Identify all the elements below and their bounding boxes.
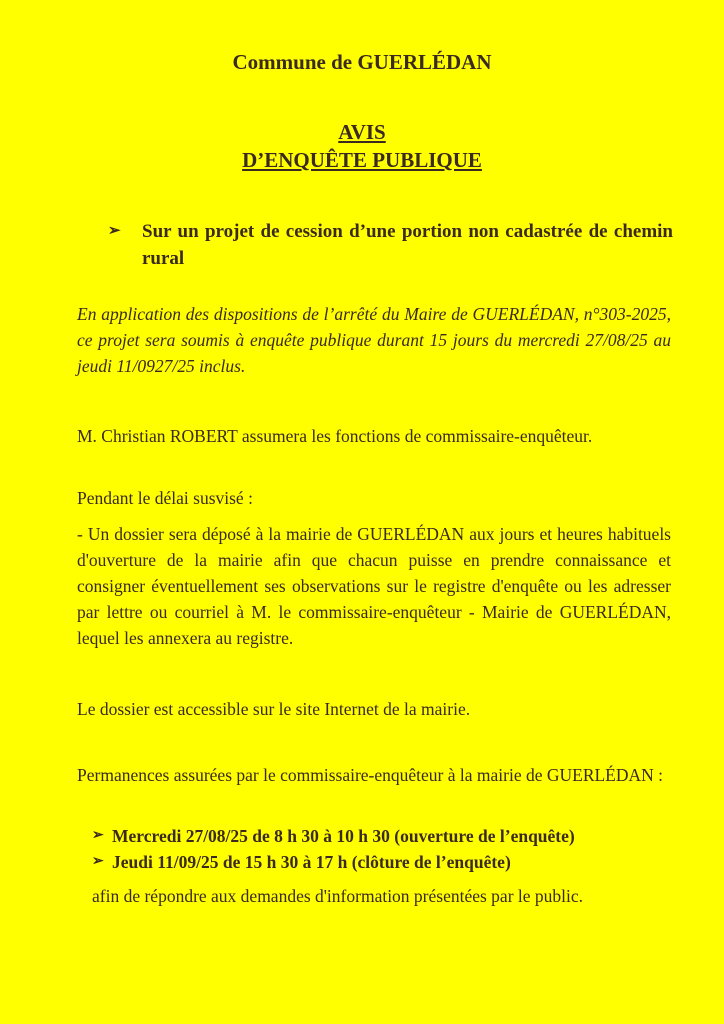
arrow-bullet-icon: ➢ xyxy=(92,854,104,869)
subject-item xyxy=(108,218,673,272)
permanences-intro: Permanences assurées par le commissaire-enquêteur à la mairie de GUERLÉDAN : xyxy=(77,765,664,785)
permanence-text: Jeudi 11/09/25 de 15 h 30 à 17 h (clôture de l’enquête) xyxy=(112,852,511,872)
delai-paragraph: Pendant le délai susvisé : xyxy=(77,488,253,508)
permanences-list xyxy=(92,823,692,875)
list-item xyxy=(92,823,692,849)
notice-title xyxy=(0,118,724,174)
arrow-bullet-icon: ➢ xyxy=(108,223,121,239)
commune-heading: Commune de GUERLÉDAN xyxy=(232,50,492,74)
list-item xyxy=(92,849,692,875)
commissaire-paragraph: M. Christian ROBERT assumera les fonctions de commissaire-enquêteur. xyxy=(77,426,593,446)
title-enquete-publique: D’ENQUÊTE PUBLIQUE xyxy=(242,148,482,172)
title-avis: AVIS xyxy=(338,120,386,144)
subject-text: Sur un projet de cession d’une portion non cadastrée de chemin rural xyxy=(142,221,673,269)
arrow-bullet-icon: ➢ xyxy=(92,828,104,843)
closing-paragraph: afin de répondre aux demandes d'information présentées par le public. xyxy=(92,886,584,906)
site-paragraph: Le dossier est accessible sur le site Internet de la mairie. xyxy=(77,699,471,719)
intro-paragraph: En application des dispositions de l’arrêté du Maire de GUERLÉDAN, n°303-2025, ce projet sera soumis à enquête publique durant 15 jours du mercredi 27/08/25 au jeudi 11/0927/25 inclus. xyxy=(77,304,671,376)
dossier-paragraph: - Un dossier sera déposé à la mairie de GUERLÉDAN aux jours et heures habituels d'ouverture de la mairie afin que chacun puisse en prendre connaissance et consigner éventuellement ses observations sur le registre d'enquête ou les adresser par lettre ou courriel à M. le commissaire-enquêteur - Mairie de GUERLÉDAN, lequel les annexera au registre. xyxy=(77,524,671,648)
permanence-text: Mercredi 27/08/25 de 8 h 30 à 10 h 30 (ouverture de l’enquête) xyxy=(112,826,575,846)
